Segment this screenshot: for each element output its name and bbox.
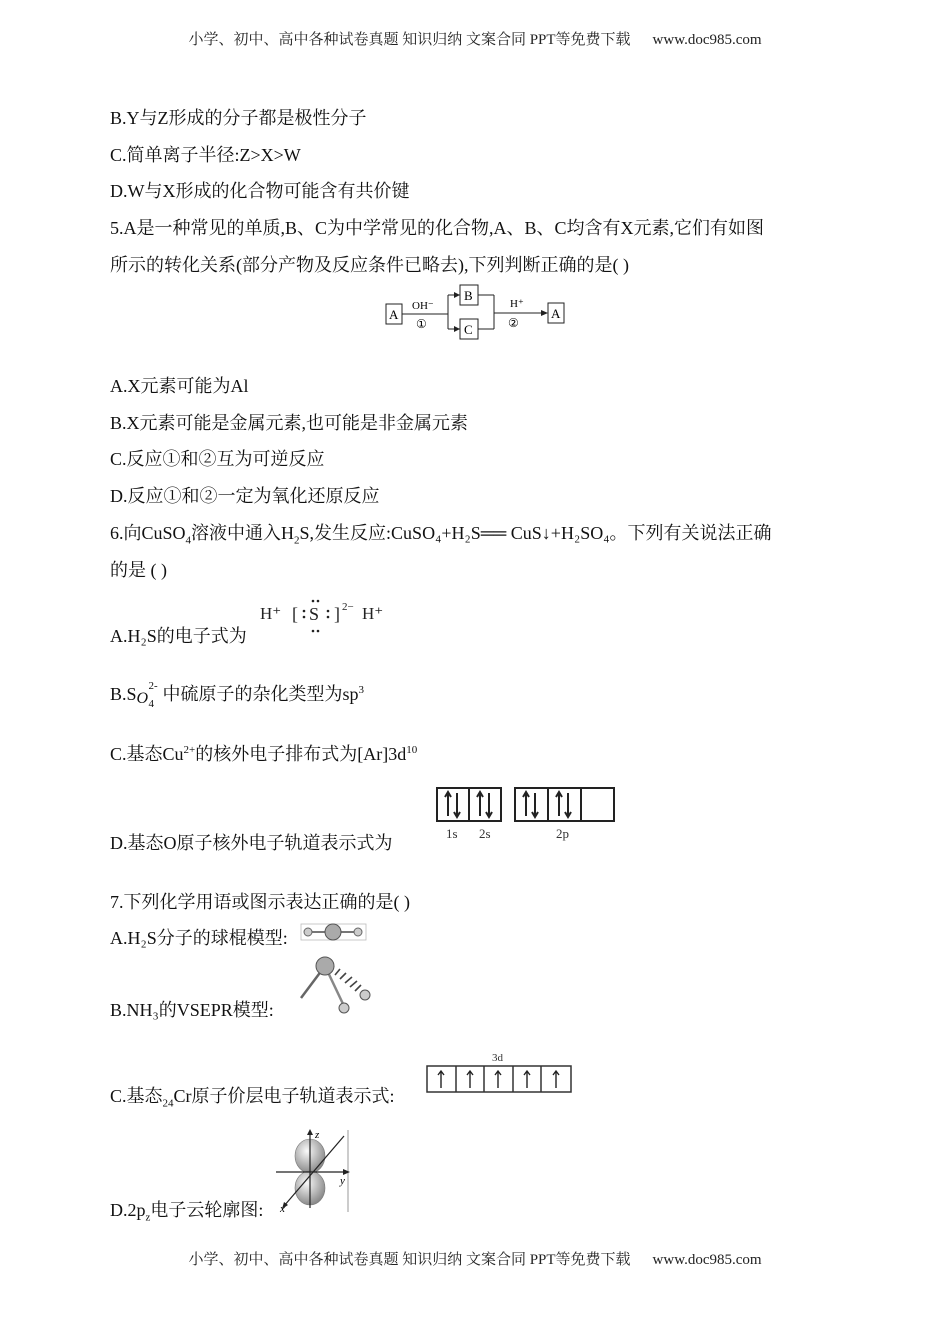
lewis-h2: H⁺ [362,604,384,623]
header-text: 小学、初中、高中各种试卷真题 知识归纳 文案合同 PPT等免费下载 [188,32,631,48]
lewis-charge: 2− [342,601,354,613]
q5-option-d: D.反应①和②一定为氧化还原反应 [110,486,380,506]
q4-option-c: C.简单离子半径:Z>X>W [110,145,301,165]
2pz-electron-cloud [272,1126,354,1216]
cr-3d-orbital-diagram [426,1048,574,1096]
q6-option-c: C.基态$Cu^{2+}$的核外电子排布式为$[Ar]3d^{10}$ [110,744,418,764]
orbital-label-2s: 2s [479,826,491,841]
lewis-sulfur: S [309,604,320,624]
header-site[interactable]: www.doc985.com [652,32,762,48]
lewis-right-bracket: ] [334,604,340,624]
page-footer [0,1248,950,1269]
q6-option-d: D.基态O原子核外电子轨道表示式为 [110,833,393,853]
diagram-a1: A [389,307,399,322]
q7-option-b: B.NH₃的VSEPR模型: [110,1000,274,1020]
h2s-ball-stick-model [300,921,368,943]
page-header [0,28,950,49]
q5-option-a: A.X元素可能为Al [110,376,249,396]
h2s-lewis-structure [258,596,392,636]
q4-option-d: D.W与X形成的化合物可能含有共价键 [110,181,410,201]
q7-option-a: A.H₂S分子的球棍模型: [110,928,288,948]
q6-option-a: A.H₂S的电子式为 [110,626,247,646]
q5-conversion-diagram [384,282,570,344]
q5-option-b: B.X元素可能是金属元素,也可能是非金属元素 [110,413,469,433]
diagram-c: C [464,322,473,337]
footer-site[interactable]: www.doc985.com [652,1252,762,1268]
oxygen-orbital-diagram [436,786,618,844]
q5-stem-line2: 所示的转化关系(部分产物及反应条件已略去),下列判断正确的是( ) [110,255,629,275]
diagram-step1: ① [416,317,427,331]
lewis-left-bracket: [ [292,604,298,624]
q7-option-c: C.基态$_{24}$Cr原子价层电子轨道表示式: [110,1086,395,1110]
q6-stem-line2: 的是 ( ) [110,560,167,580]
diagram-h: H⁺ [510,298,524,310]
q7-stem: 7.下列化学用语或图示表达正确的是( ) [110,892,410,912]
footer-text: 小学、初中、高中各种试卷真题 知识归纳 文案合同 PPT等免费下载 [188,1252,631,1268]
q6-equation: CuSO₄+H₂S══ CuS↓+H₂SO₄ [391,523,610,543]
diagram-oh: OH⁻ [412,300,434,312]
axis-y-label: y [340,1175,345,1187]
diagram-a2: A [551,306,561,321]
q7-option-d: $D.2p_z$电子云轮廓图: [110,1200,264,1224]
axis-x-label: x [280,1203,285,1215]
orbital-label-3d: 3d [492,1052,503,1064]
diagram-step2: ② [508,316,519,330]
q4-option-b: B.Y与Z形成的分子都是极性分子 [110,108,367,128]
diagram-b: B [464,288,473,303]
orbital-label-2p: 2p [556,826,569,841]
lewis-h1: H⁺ [260,604,282,623]
q5-stem-line1: 5.A是一种常见的单质,B、C为中学常见的化合物,A、B、C均含有X元素,它们有如图 [110,218,765,238]
axis-z-label: z [315,1129,320,1141]
q6-option-b: B.S O 4 2- 中硫原子的杂化类型为$sp^3$ [110,680,365,710]
orbital-label-1s: 1s [446,826,458,841]
q6-stem-line1: 6.向CuSO$_4$溶液中通入$H_2S$,发生反应:CuSO₄+H₂S══ CuS↓+H₂SO₄。下列有关说法正确 [110,523,772,547]
nh3-vsepr-model [290,952,374,1018]
q5-option-c: C.反应①和②互为可逆反应 [110,449,325,469]
